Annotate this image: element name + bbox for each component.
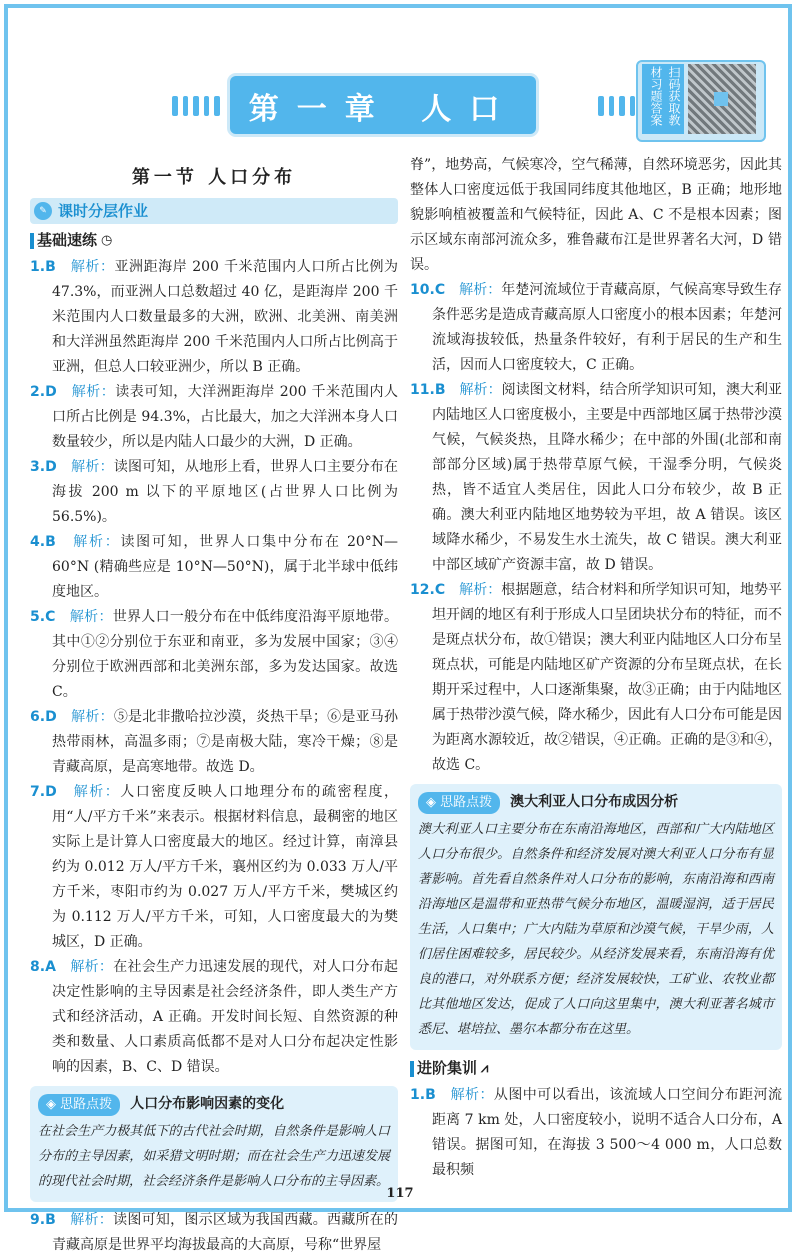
left-decoration — [172, 96, 220, 116]
answer-item-8: 8.A 解析：在社会生产力迅速发展的现代，对人口分布起决定性影响的主导因素是社会经济条件，即人类生产方式和经济活动，A 正确。开发时间长短、自然资源的种类和数量、人口素质高低都不是对人口分布起决定性影响的因素，B、C、D 错误。 — [30, 959, 399, 1075]
answer-item-1: 1.B 解析：亚洲距海岸 200 千米范围内人口所占比例为 47.3%，而亚洲人口总数超过 40 亿，是距海岸 200 千米范围内人口数量最多的大洲，欧洲、北美洲、南美洲和大洋洲虽然距海岸 200 千米范围内人口所占比例高于亚洲，但总人口较亚洲少，所以 B 正确。 — [30, 259, 399, 375]
tip-title-1: 人口分布影响因素的变化 — [130, 1096, 285, 1112]
left-column — [30, 165, 398, 1258]
heading-bar — [30, 233, 34, 249]
tip-body-2: 澳大利亚人口主要分布在东南沿海地区，西部和广大内陆地区人口分布很少。自然条件和经济发展对澳大利亚人口分布有显著影响。首先看自然条件对人口分布的影响，东南沿海和西南沿海地区是温带和亚热带气候分布地区，温暖湿润，适于居民生活，人口集中；广大内陆为草原和沙漠气候，干旱少雨，人们居住困难较多，居民较少。从经济发展来看，东南沿海有优良的港口，对外联系方便；经济发展较快，工矿业、农牧业都比其他地区发达，促成了人口向这里集中，澳大利亚著名城市悉尼、堪培拉、墨尔本都分布在这里。 — [418, 822, 774, 1037]
answer-item-12: 12.C 解析：根据题意，结合材料和所学知识可知，地势平坦开阔的地区有利于形成人口呈团块状分布的特征，而不是斑点状分布，故①错误；澳大利亚内陆地区人口分布呈斑点状，可能是内陆地区矿产资源的分布呈斑点状，在长期开采过程中，人口逐渐集聚，故③正确；由于内陆地区属于热带沙漠气候，降水稀少，因此有人口分布可能是因为距离水源较近，故②错误，④正确。正确的是③和④，故选 C。 — [410, 582, 783, 773]
advanced-label: 进阶集训 — [417, 1059, 478, 1077]
answer-item-5: 5.C 解析：世界人口一般分布在中低纬度沿海平原地带。其中①②分别位于东亚和南亚，多为发展中国家；③④分别位于欧洲西部和北美洲东部，多为发达国家。故选 C。 — [30, 609, 399, 700]
answer-item-10: 10.C 解析：年楚河流域位于青藏高原，气候高寒导致生存条件恶劣是造成青藏高原人口密度小的根本因素；年楚河流域海拔较低，热量条件较好，有利于居民的生产和生活，因而人口密度较大，C 正确。 — [410, 282, 783, 373]
chapter-title: 第一章 人口 — [248, 92, 518, 127]
tip-body-1: 在社会生产力极其低下的古代社会时期，自然条件是影响人口分布的主导因素，如采猎文明时期；而在社会生产力迅速发展的现代社会时期，社会经济条件是影响人口分布的主导因素。 — [38, 1124, 390, 1189]
homework-icon: ✎ — [34, 202, 52, 220]
heading-bar — [410, 1061, 414, 1077]
advanced-heading — [410, 1056, 782, 1081]
advanced-item-1: 1.B 解析：从图中可以看出，该流域人口空间分布距河流距离 7 km 处，人口密度较小，说明不适合人口分布，A 错误。据图可知，在海拔 3 500～4 000 m，人口总数最积频 — [410, 1087, 783, 1178]
tip-box-2 — [410, 784, 782, 1050]
basic-heading — [30, 228, 398, 253]
homework-label: 课时分层作业 — [58, 201, 149, 220]
tip-title-2: 澳大利亚人口分布成因分析 — [510, 794, 679, 810]
qr-code-icon[interactable] — [688, 64, 756, 134]
chart-icon: ⩘ — [481, 1061, 489, 1076]
qr-label: 扫码获取教材习题答案 — [642, 64, 684, 134]
page-number: 117 — [386, 1186, 414, 1201]
tip-tag-2: ◈ 思路点拨 — [418, 792, 500, 814]
tip-head-2 — [418, 790, 774, 815]
homework-bar — [30, 198, 398, 224]
answer-item-7: 7.D 解析：人口密度反映人口地理分布的疏密程度，用“人/平方千米”来表示。根据材料信息，最稠密的地区实际上是计算人口密度最大的地区。经过计算，南漳县约为 0.012 万人/平方千米，襄州区约为 0.033 万人/平方千米，枣阳市约为 0.027 万人/平方千米，樊城区约为 0.112 万人/平方千米，可知，人口密度最大的为樊城区，D 正确。 — [30, 784, 399, 950]
basic-label: 基础速练 — [37, 231, 98, 249]
answer-item-11: 11.B 解析：阅读图文材料，结合所学知识可知，澳大利亚内陆地区人口密度极小，主要是中西部地区属于热带沙漠气候，气候炎热，且降水稀少；在中部的外围(北部和南部部分区域)属于热带草原气候，干湿季分明，气候炎热，皆不适宜人类居住，因此人口分布较少，故 B 正确。澳大利亚内陆地区地势较为平坦，故 A 错误。该区域降水稀少，不易发生水土流失，故 C 错误。澳大利亚中部区域矿产资源丰富，故 D 错误。 — [410, 382, 783, 573]
chapter-banner — [230, 76, 536, 134]
answer-item-3: 3.D 解析：读图可知，从地形上看，世界人口主要分布在海拔 200 m 以下的平原地区(占世界人口比例为 56.5%)。 — [30, 459, 399, 525]
right-column — [410, 153, 782, 1183]
answer-item-6: 6.D 解析：⑤是北非撒哈拉沙漠，炎热干旱；⑥是亚马孙热带雨林，高温多雨；⑦是南极大陆，寒冷干燥；⑧是青藏高原，是高寒地带。故选 D。 — [30, 709, 399, 775]
section-title: 第一节 人口分布 — [131, 167, 297, 188]
tip-box-1 — [30, 1086, 398, 1202]
clock-icon: ◷ — [101, 233, 113, 248]
answer-item-9-continued: 脊”，地势高，气候寒冷，空气稀薄，自然环境恶劣，因此其整体人口密度远低于我国同纬度其他地区，B 正确；地形地貌影响植被覆盖和气候特征，因此 A、C 不是根本因素；图示区域东南部河流众多，雅鲁藏布江是世界著名大河，D 错误。 — [410, 157, 782, 273]
answer-item-9: 9.B 解析：读图可知，图示区域为我国西藏。西藏所在的青藏高原是世界平均海拔最高的大高原，号称“世界屋 — [30, 1212, 399, 1253]
tip-tag-1: ◈ 思路点拨 — [38, 1094, 120, 1116]
answer-item-4: 4.B 解析：读图可知，世界人口集中分布在 20°N—60°N (精确些应是 10°N—50°N)，属于北半球中低纬度地区。 — [30, 534, 399, 600]
answer-item-2: 2.D 解析：读表可知，大洋洲距海岸 200 千米范围内人口所占比例是 94.3%，占比最大，加之大洋洲本身人口数量较少，所以是内陆人口最少的大洲，D 正确。 — [30, 384, 399, 450]
tip-head-1 — [38, 1092, 390, 1117]
